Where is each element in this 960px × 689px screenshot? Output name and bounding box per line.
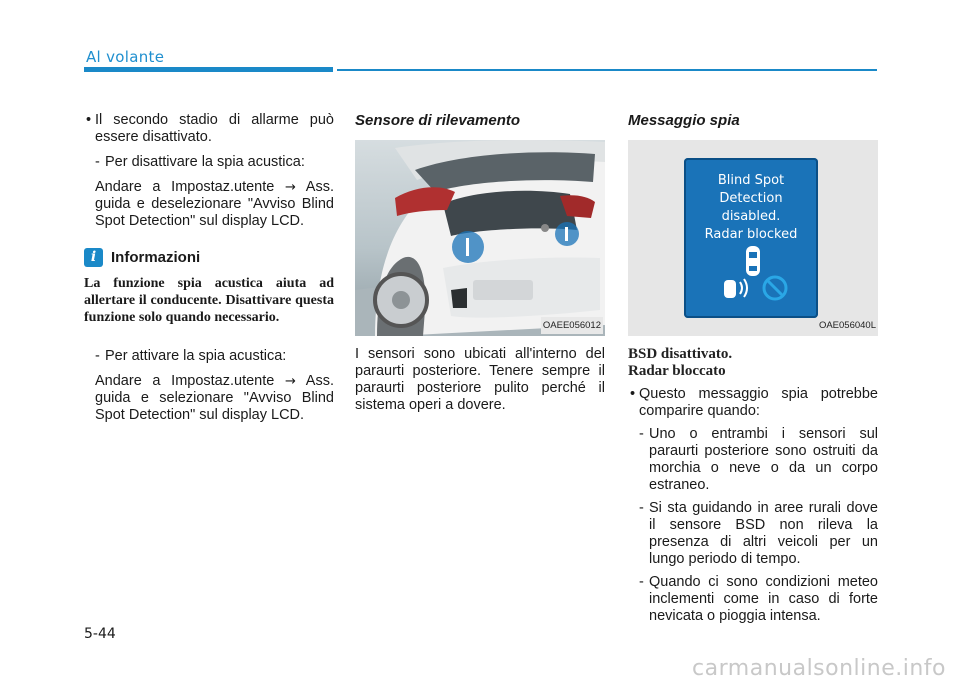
dash-item	[628, 426, 878, 494]
info-body: La funzione spia acustica aiuta ad allertare il conducente. Disattivare questa funzione solo quando necessario.	[84, 276, 334, 325]
display-line: Radar blocked	[704, 227, 798, 242]
column-3	[628, 112, 878, 625]
page-number: 5-44	[84, 626, 116, 642]
display-line: Detection	[719, 191, 783, 206]
dash-mark: -	[95, 154, 100, 170]
dash-mark: -	[639, 574, 644, 590]
message-title-line: BSD disattivato.	[628, 346, 733, 362]
dash-text: Per disattivare la spia acustica:	[105, 154, 305, 170]
section-heading: Sensore di rilevamento	[355, 112, 521, 129]
bullet-mark: •	[86, 112, 92, 128]
instruction-text: Ass. guida e selezionare "Avviso Blind Spot Detection" sul display LCD.	[95, 373, 334, 423]
message-title	[628, 346, 878, 380]
dash-text: Uno o entrambi i sensori sul paraurti posteriore sono ostruiti da morchia o neve o da un corpo estraneo.	[649, 426, 878, 493]
figure-code: OAEE056012	[541, 317, 603, 334]
car-rear-image	[355, 140, 605, 336]
instruction-text: Andare a Impostaz.utente	[95, 373, 275, 389]
bullet-item	[84, 112, 334, 146]
message-title-line: Radar bloccato	[628, 363, 726, 379]
watermark: carmanualsonline.info	[692, 656, 946, 681]
dash-item	[84, 348, 334, 365]
dash-item	[84, 154, 334, 171]
dash-text: Si sta guidando in aree rurali dove il sensore BSD non rileva la presenza di altri veicoli per un lungo periodo di tempo.	[649, 500, 878, 567]
dash-mark: -	[95, 348, 100, 364]
dash-mark: -	[639, 426, 644, 442]
bullet-text: Questo messaggio spia potrebbe comparire quando:	[639, 386, 878, 419]
column-1	[84, 112, 334, 424]
section-heading: Messaggio spia	[628, 112, 740, 129]
info-title: Informazioni	[111, 249, 201, 266]
display-message	[684, 172, 818, 244]
info-icon: i	[84, 248, 103, 267]
dash-text: Per attivare la spia acustica:	[105, 348, 287, 364]
blocked-sensor-icon	[722, 244, 794, 304]
instruction-paragraph	[84, 373, 334, 424]
instruction-text: Andare a Impostaz.utente	[95, 179, 275, 195]
instruction-paragraph	[84, 179, 334, 230]
cluster-display	[684, 158, 818, 318]
warning-message-illustration	[628, 140, 878, 336]
body-text: I sensori sono ubicati all'interno del paraurti posteriore. Tenere sempre il paraurti posteriore pulito perché il sistema operi a dovere.	[355, 346, 605, 413]
header-rule-thin	[337, 69, 877, 71]
info-header	[84, 248, 334, 267]
dash-item	[628, 500, 878, 568]
instruction-text: Ass. guida e deselezionare "Avviso Blind Spot Detection" sul display LCD.	[95, 179, 334, 229]
display-line: Blind Spot	[717, 173, 785, 188]
arrow-icon: →	[285, 180, 296, 195]
car-rear-illustration	[355, 140, 605, 336]
bullet-text: Il secondo stadio di allarme può essere disattivato.	[95, 112, 334, 145]
header-rule-thick	[84, 67, 333, 72]
bullet-mark: •	[630, 386, 636, 402]
display-line: disabled.	[721, 209, 781, 224]
column-2	[355, 112, 605, 414]
dash-mark: -	[639, 500, 644, 516]
figure-code: OAE056040L	[818, 320, 876, 331]
dash-text: Quando ci sono condizioni meteo inclementi come in caso di forte nevicata o pioggia intensa.	[649, 574, 878, 624]
section-title: Al volante	[86, 48, 165, 66]
dash-item	[628, 574, 878, 625]
bullet-item	[628, 386, 878, 420]
arrow-icon: →	[285, 374, 296, 389]
